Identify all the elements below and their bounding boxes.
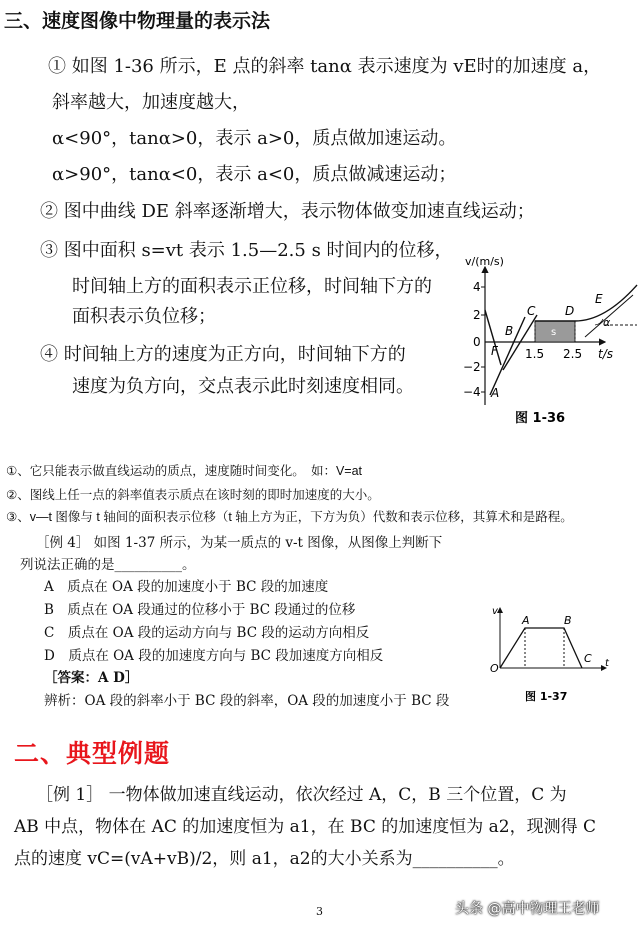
- alpha-label: α: [603, 316, 611, 329]
- watermark: 头条 @高中物理王老师: [455, 901, 600, 917]
- xtick-1-5: 1.5: [525, 347, 545, 361]
- fig137-caption: 图 1-37: [525, 690, 568, 703]
- paragraph-1: ① 如图 1-36 所示，E 点的斜率 tanα 表示速度为 vE时的加速度 a，: [48, 56, 602, 77]
- area-label: s: [551, 327, 557, 338]
- fig137-c: C: [584, 652, 592, 665]
- fig137-t: t: [605, 658, 609, 669]
- option-a: A 质点在 OA 段的加速度小于 BC 段的加速度: [44, 579, 329, 595]
- example-4b: 列说法正确的是__________。: [20, 557, 196, 573]
- paragraph-1c: α<90°，tanα>0，表示 a>0，质点做加速运动。: [52, 128, 457, 149]
- section-title: 三、速度图像中物理量的表示法: [4, 10, 271, 32]
- example-1: ［例 1］ 一物体做加速直线运动，依次经过 A，C，B 三个位置，C 为: [36, 785, 567, 805]
- paragraph-4: ④ 时间轴上方的速度为正方向，时间轴下方的: [40, 344, 406, 365]
- ytick-4: 4: [473, 280, 481, 294]
- paragraph-3c: 面积表示负位移；: [72, 306, 216, 327]
- note-1: ①、它只能表示做直线运动的质点，速度随时间变化。 如：V=at: [6, 464, 363, 478]
- paragraph-1d: α>90°，tanα<0，表示 a<0，质点做减速运动；: [52, 164, 457, 185]
- fig136-xlabel: t/s: [598, 347, 613, 361]
- fig136-caption: 图 1-36: [515, 411, 566, 426]
- paragraph-3: ③ 图中面积 s=vt 表示 1.5—2.5 s 时间内的位移，: [40, 240, 453, 261]
- page-number: 3: [316, 905, 323, 918]
- point-c: C: [527, 304, 536, 318]
- xtick-2-5: 2.5: [563, 347, 583, 361]
- ytick-2: 2: [473, 308, 481, 322]
- vt-polyline: [500, 628, 582, 668]
- paragraph-1b: 斜率越大，加速度越大，: [52, 92, 250, 113]
- example-1b: AB 中点，物体在 AC 的加速度恒为 a1，在 BC 的加速度恒为 a2，现测得 C: [14, 817, 597, 837]
- example-4: ［例 4］ 如图 1-37 所示，为某一质点的 v-t 图像，从图像上判断下: [36, 535, 443, 551]
- point-a: A: [491, 386, 500, 400]
- option-b: B 质点在 OA 段通过的位移小于 BC 段通过的位移: [44, 602, 356, 618]
- section-2-title: 二、典型例题: [14, 739, 171, 768]
- analysis: 辨析：OA 段的斜率小于 BC 段的斜率，OA 段的加速度小于 BC 段: [44, 693, 450, 709]
- point-d: D: [565, 304, 575, 318]
- point-f: F: [491, 344, 498, 358]
- fig137-b: B: [564, 614, 572, 627]
- paragraph-4b: 速度为负方向，交点表示此时刻速度相同。: [72, 376, 414, 397]
- option-c: C 质点在 OA 段的运动方向与 BC 段的运动方向相反: [44, 625, 370, 641]
- ytick-neg2: −2: [463, 360, 481, 374]
- note-3: ③、v—t 图像与 t 轴间的面积表示位移（t 轴上方为正，下方为负）代数和表示位移，其算术和是路程。: [6, 510, 573, 524]
- paragraph-3b: 时间轴上方的面积表示正位移，时间轴下方的: [72, 276, 432, 297]
- fig137-o: O: [490, 662, 499, 675]
- fig137-a: A: [522, 614, 530, 627]
- option-d: D 质点在 OA 段的加速度方向与 BC 段加速度方向相反: [44, 648, 384, 664]
- answer: ［答案：A D］: [44, 670, 139, 686]
- paragraph-2: ② 图中曲线 DE 斜率逐渐增大，表示物体做变加速直线运动；: [40, 201, 535, 222]
- point-e: E: [595, 292, 603, 306]
- fig136-ylabel: v/(m/s): [465, 255, 504, 268]
- note-2: ②、图线上任一点的斜率值表示质点在该时刻的即时加速度的大小。: [6, 488, 380, 502]
- example-1c: 点的速度 vC=(vA+vB)/2，则 a1，a2的大小关系为__________。: [14, 849, 515, 869]
- point-b: B: [505, 324, 514, 338]
- ytick-neg4: −4: [463, 385, 481, 399]
- ytick-0: 0: [473, 335, 481, 349]
- figure-1-37: [480, 600, 615, 710]
- figure-1-36: [455, 255, 640, 435]
- fig137-v: v: [492, 606, 498, 617]
